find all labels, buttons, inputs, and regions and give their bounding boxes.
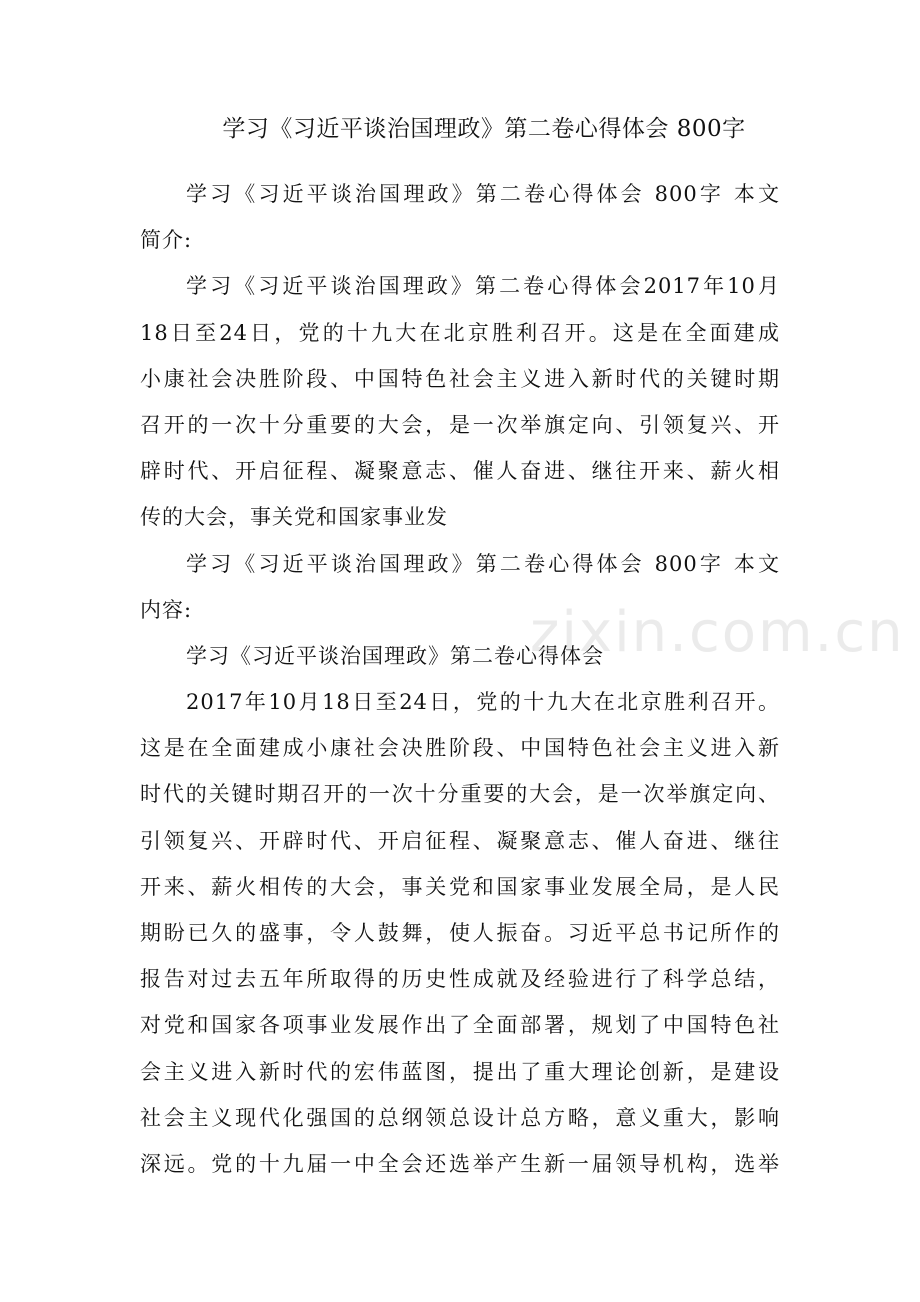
paragraph-line: 这是在全面建成小康社会决胜阶段、中国特色社会主义进入新 xyxy=(140,736,780,761)
paragraph-line: 报告对过去五年所取得的历史性成就及经验进行了科学总结， xyxy=(140,967,780,992)
paragraph-line: 开来、薪火相传的大会，事关党和国家事业发展全局，是人民 xyxy=(140,874,780,899)
paragraph-line: 辟时代、开启征程、凝聚意志、催人奋进、继往开来、薪火相 xyxy=(140,459,780,484)
paragraph-line: 时代的关键时期召开的一次十分重要的大会，是一次举旗定向、 xyxy=(140,782,780,807)
paragraph-line: 学习《习近平谈治国理政》第二卷心得体会 xyxy=(186,643,604,668)
paragraph-line: 会主义进入新时代的宏伟蓝图，提出了重大理论创新，是建设 xyxy=(140,1059,780,1084)
paragraph-line: 内容: xyxy=(140,597,193,622)
paragraph-line: 社会主义现代化强国的总纲领总设计总方略，意义重大，影响 xyxy=(140,1105,780,1130)
paragraph-line: 召开的一次十分重要的大会，是一次举旗定向、引领复兴、开 xyxy=(140,412,780,437)
paragraph-line: 学习《习近平谈治国理政》第二卷心得体会 800字 本文 xyxy=(186,182,780,206)
paragraph-line: 引领复兴、开辟时代、开启征程、凝聚意志、催人奋进、继往 xyxy=(140,828,780,853)
paragraph-line: 2017年10月18日至24日，党的十九大在北京胜利召开。 xyxy=(186,690,780,715)
paragraph-line: 期盼已久的盛事，令人鼓舞，使人振奋。习近平总书记所作的 xyxy=(140,921,780,945)
paragraph-line: 简介: xyxy=(140,228,193,253)
watermark-text: zixin.com.cn xyxy=(530,600,905,665)
paragraph-line: 传的大会，事关党和国家事业发 xyxy=(140,505,448,530)
paragraph-line: 小康社会决胜阶段、中国特色社会主义进入新时代的关键时期 xyxy=(140,366,780,391)
document-title: 学习《习近平谈治国理政》第二卷心得体会 800字 xyxy=(222,116,746,142)
paragraph-line: 学习《习近平谈治国理政》第二卷心得体会 800字 本文 xyxy=(186,551,780,576)
paragraph-line: 对党和国家各项事业发展作出了全面部署，规划了中国特色社 xyxy=(140,1013,780,1038)
paragraph-line: 18日至24日，党的十九大在北京胜利召开。这是在全面建成 xyxy=(140,320,780,345)
document-body xyxy=(140,171,780,1187)
paragraph-line: 学习《习近平谈治国理政》第二卷心得体会2017年10月 xyxy=(186,274,780,299)
paragraph-line: 深远。党的十九届一中全会还选举产生新一届领导机构，选举 xyxy=(140,1151,780,1176)
